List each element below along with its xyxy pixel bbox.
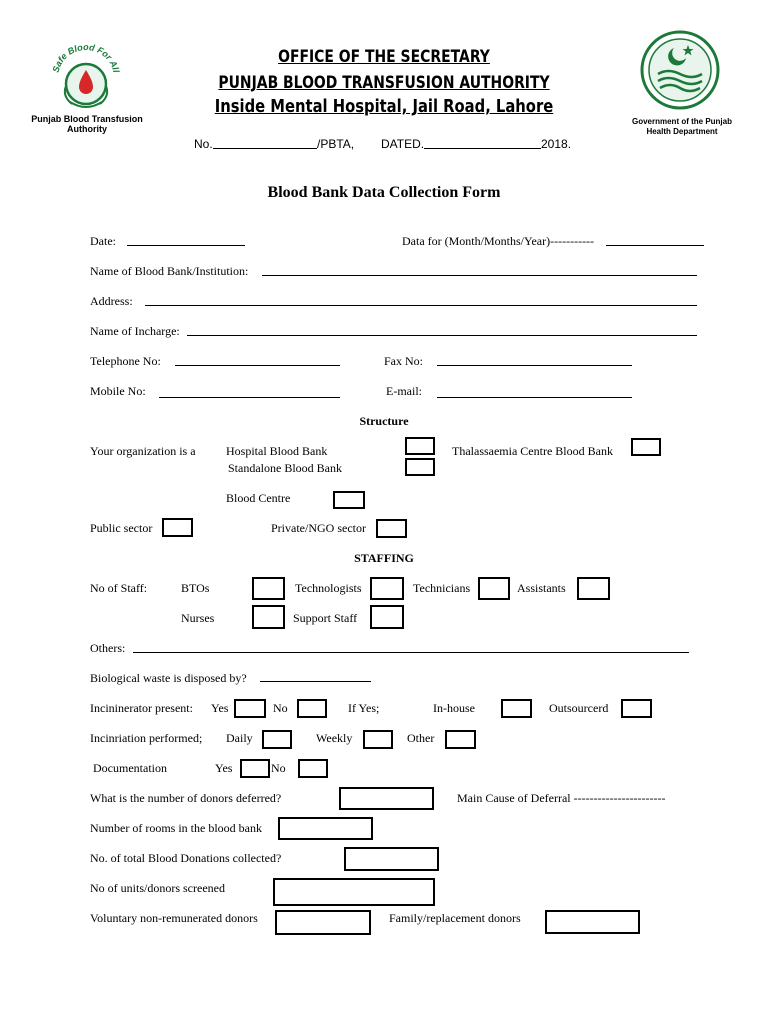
units-screened-box[interactable] <box>273 878 435 906</box>
incharge-field[interactable] <box>187 335 697 336</box>
donors-deferred-label: What is the number of donors deferred? <box>90 791 282 805</box>
support-staff-count-box[interactable] <box>370 605 404 629</box>
email-label: E-mail: <box>386 384 422 398</box>
technologists-count-box[interactable] <box>370 577 404 600</box>
fax-field[interactable] <box>437 365 632 366</box>
documentation-yes-label: Yes <box>215 761 233 775</box>
incineration-performed-label: Incinriation performed; <box>90 731 203 745</box>
daily-label: Daily <box>226 731 253 745</box>
pbta-caption-line2: Authority <box>67 124 107 134</box>
address-field[interactable] <box>145 305 697 306</box>
total-donations-box[interactable] <box>344 847 439 871</box>
incinerator-yes-label: Yes <box>211 701 229 715</box>
incinerator-no-label: No <box>273 701 288 715</box>
documentation-yes-checkbox[interactable] <box>240 759 270 778</box>
voluntary-donors-box[interactable] <box>275 910 371 935</box>
rooms-label: Number of rooms in the blood bank <box>90 821 262 835</box>
family-donors-box[interactable] <box>545 910 640 934</box>
weekly-checkbox[interactable] <box>363 730 393 749</box>
email-field[interactable] <box>437 397 632 398</box>
daily-checkbox[interactable] <box>262 730 292 749</box>
technicians-count-box[interactable] <box>478 577 510 600</box>
main-cause-label: Main Cause of Deferral ----------------------- <box>457 791 666 805</box>
ref-no-label: No. <box>194 137 213 151</box>
outsourced-label: Outsourcerd <box>549 701 609 715</box>
punjab-caption-line2: Health Department <box>646 127 718 136</box>
org-type-label: Your organization is a <box>90 444 196 458</box>
if-yes-label: If Yes; <box>348 701 380 715</box>
staffing-heading: STAFFING <box>354 551 414 565</box>
family-donors-label: Family/replacement donors <box>389 911 521 925</box>
standalone-bb-checkbox[interactable] <box>405 458 435 476</box>
rooms-box[interactable] <box>278 817 373 840</box>
thalassaemia-checkbox[interactable] <box>631 438 661 456</box>
technologists-label: Technologists <box>295 581 362 595</box>
btos-label: BTOs <box>181 581 210 595</box>
thalassaemia-label: Thalassaemia Centre Blood Bank <box>452 444 613 458</box>
incharge-label: Name of Incharge: <box>90 324 180 338</box>
incinerator-yes-checkbox[interactable] <box>234 699 266 718</box>
svg-text:Safe Blood For All: Safe Blood For All <box>50 41 122 74</box>
others-field[interactable] <box>133 652 689 653</box>
blood-centre-checkbox[interactable] <box>333 491 365 509</box>
outsourced-checkbox[interactable] <box>621 699 652 718</box>
authority-title: PUNJAB BLOOD TRANSFUSION AUTHORITY <box>218 73 550 93</box>
date-label: Date: <box>90 234 116 248</box>
hospital-bb-label: Hospital Blood Bank <box>226 444 328 458</box>
data-for-field[interactable] <box>606 245 704 246</box>
pbta-caption-line1: Punjab Blood Transfusion <box>31 114 143 124</box>
public-sector-label: Public sector <box>90 521 153 535</box>
punjab-caption-line1: Government of the Punjab <box>631 117 732 126</box>
nurses-count-box[interactable] <box>252 605 285 629</box>
technicians-label: Technicians <box>413 581 471 595</box>
address-label: Address: <box>90 294 133 308</box>
blood-centre-label: Blood Centre <box>226 491 291 505</box>
documentation-no-checkbox[interactable] <box>298 759 328 778</box>
other-label: Other <box>407 731 435 745</box>
bio-waste-field[interactable] <box>260 681 371 682</box>
bio-waste-label: Biological waste is disposed by? <box>90 671 247 685</box>
btos-count-box[interactable] <box>252 577 285 600</box>
structure-heading: Structure <box>359 414 409 428</box>
dated-field[interactable] <box>424 148 541 149</box>
punjab-govt-caption <box>618 117 746 137</box>
private-sector-label: Private/NGO sector <box>271 521 366 535</box>
documentation-no-label: No <box>271 761 286 775</box>
weekly-label: Weekly <box>316 731 353 745</box>
data-for-label: Data for (Month/Months/Year)----------- <box>402 234 595 248</box>
pbta-label: /PBTA, <box>317 137 355 151</box>
assistants-count-box[interactable] <box>577 577 610 600</box>
voluntary-donors-label: Voluntary non-remunerated donors <box>90 911 258 925</box>
units-screened-label: No of units/donors screened <box>90 881 225 895</box>
office-title: OFFICE OF THE SECRETARY <box>278 47 490 67</box>
private-sector-checkbox[interactable] <box>376 519 407 538</box>
address-title: Inside Mental Hospital, Jail Road, Lahore <box>214 96 554 117</box>
dated-label: DATED. <box>381 137 425 151</box>
year-label: 2018. <box>541 137 572 151</box>
assistants-label: Assistants <box>517 581 566 595</box>
in-house-checkbox[interactable] <box>501 699 532 718</box>
no-of-staff-label: No of Staff: <box>90 581 148 595</box>
incinerator-present-label: Incininerator present: <box>90 701 193 715</box>
donors-deferred-box[interactable] <box>339 787 434 810</box>
blood-bank-field[interactable] <box>262 275 697 276</box>
mobile-label: Mobile No: <box>90 384 146 398</box>
blood-bank-label: Name of Blood Bank/Institution: <box>90 264 249 278</box>
telephone-label: Telephone No: <box>90 354 161 368</box>
standalone-bb-label: Standalone Blood Bank <box>228 461 342 475</box>
in-house-label: In-house <box>433 701 475 715</box>
other-checkbox[interactable] <box>445 730 476 749</box>
total-donations-label: No. of total Blood Donations collected? <box>90 851 282 865</box>
support-staff-label: Support Staff <box>293 611 358 625</box>
public-sector-checkbox[interactable] <box>162 518 193 537</box>
date-field[interactable] <box>127 245 245 246</box>
fax-label: Fax No: <box>384 354 423 368</box>
others-label: Others: <box>90 641 126 655</box>
telephone-field[interactable] <box>175 365 340 366</box>
form-title: Blood Bank Data Collection Form <box>267 184 501 201</box>
hospital-bb-checkbox[interactable] <box>405 437 435 455</box>
mobile-field[interactable] <box>159 397 340 398</box>
nurses-label: Nurses <box>181 611 215 625</box>
incinerator-no-checkbox[interactable] <box>297 699 327 718</box>
documentation-label: Documentation <box>93 761 167 775</box>
ref-no-field[interactable] <box>213 148 317 149</box>
